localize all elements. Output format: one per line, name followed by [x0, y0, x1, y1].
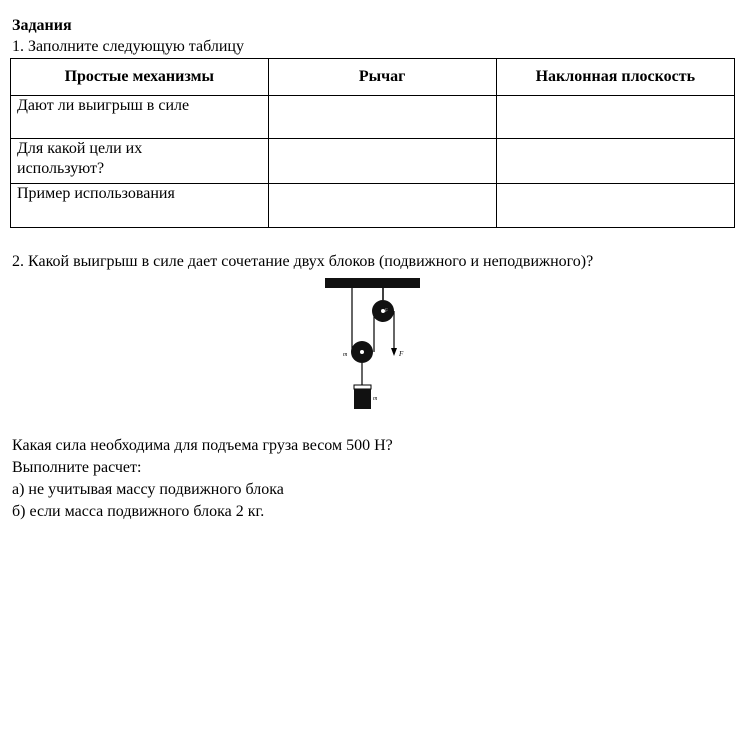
- cell-plane-purpose[interactable]: [496, 139, 734, 184]
- cell-plane-example[interactable]: [496, 184, 734, 228]
- load-hook: [354, 385, 371, 389]
- table-row: [11, 139, 735, 184]
- section-heading: Задания: [12, 17, 72, 34]
- calc-instruction: Выполните расчет:: [12, 459, 142, 476]
- pulley-diagram: [310, 270, 440, 415]
- mechanisms-table: [10, 58, 735, 228]
- cell-lever-force-gain[interactable]: [268, 96, 496, 139]
- movable-pulley-axle: [360, 350, 364, 354]
- row-label-example: Пример использования: [11, 184, 269, 228]
- cell-lever-example[interactable]: [268, 184, 496, 228]
- question-text: Какая сила необходима для подъема груза весом 500 Н?: [12, 437, 393, 454]
- table-row: [11, 96, 735, 139]
- fixed-pulley-label: F: [385, 309, 388, 314]
- force-label: F: [399, 350, 404, 358]
- movable-pulley-label: m: [343, 352, 348, 358]
- load-label: m: [373, 396, 378, 402]
- task-2-text: 2. Какой выигрыш в силе дает сочетание двух блоков (подвижного и неподвижного)?: [12, 253, 594, 270]
- row-label-force-gain: Дают ли выигрыш в силе: [11, 96, 269, 139]
- header-lever: Рычаг: [268, 59, 496, 96]
- row-label-purpose: Для какой цели их используют?: [11, 139, 269, 184]
- ceiling-beam: [325, 278, 420, 288]
- header-simple-mechanisms: Простые механизмы: [11, 59, 269, 96]
- table-row: [11, 184, 735, 228]
- table-header-row: [11, 59, 735, 96]
- header-inclined-plane: Наклонная плоскость: [496, 59, 734, 96]
- part-b-text: б) если масса подвижного блока 2 кг.: [12, 503, 265, 520]
- load-weight: [354, 389, 371, 409]
- force-arrow-icon: [391, 348, 397, 356]
- cell-plane-force-gain[interactable]: [496, 96, 734, 139]
- cell-lever-purpose[interactable]: [268, 139, 496, 184]
- task-1-text: 1. Заполните следующую таблицу: [12, 38, 244, 55]
- part-a-text: а) не учитывая массу подвижного блока: [12, 481, 284, 498]
